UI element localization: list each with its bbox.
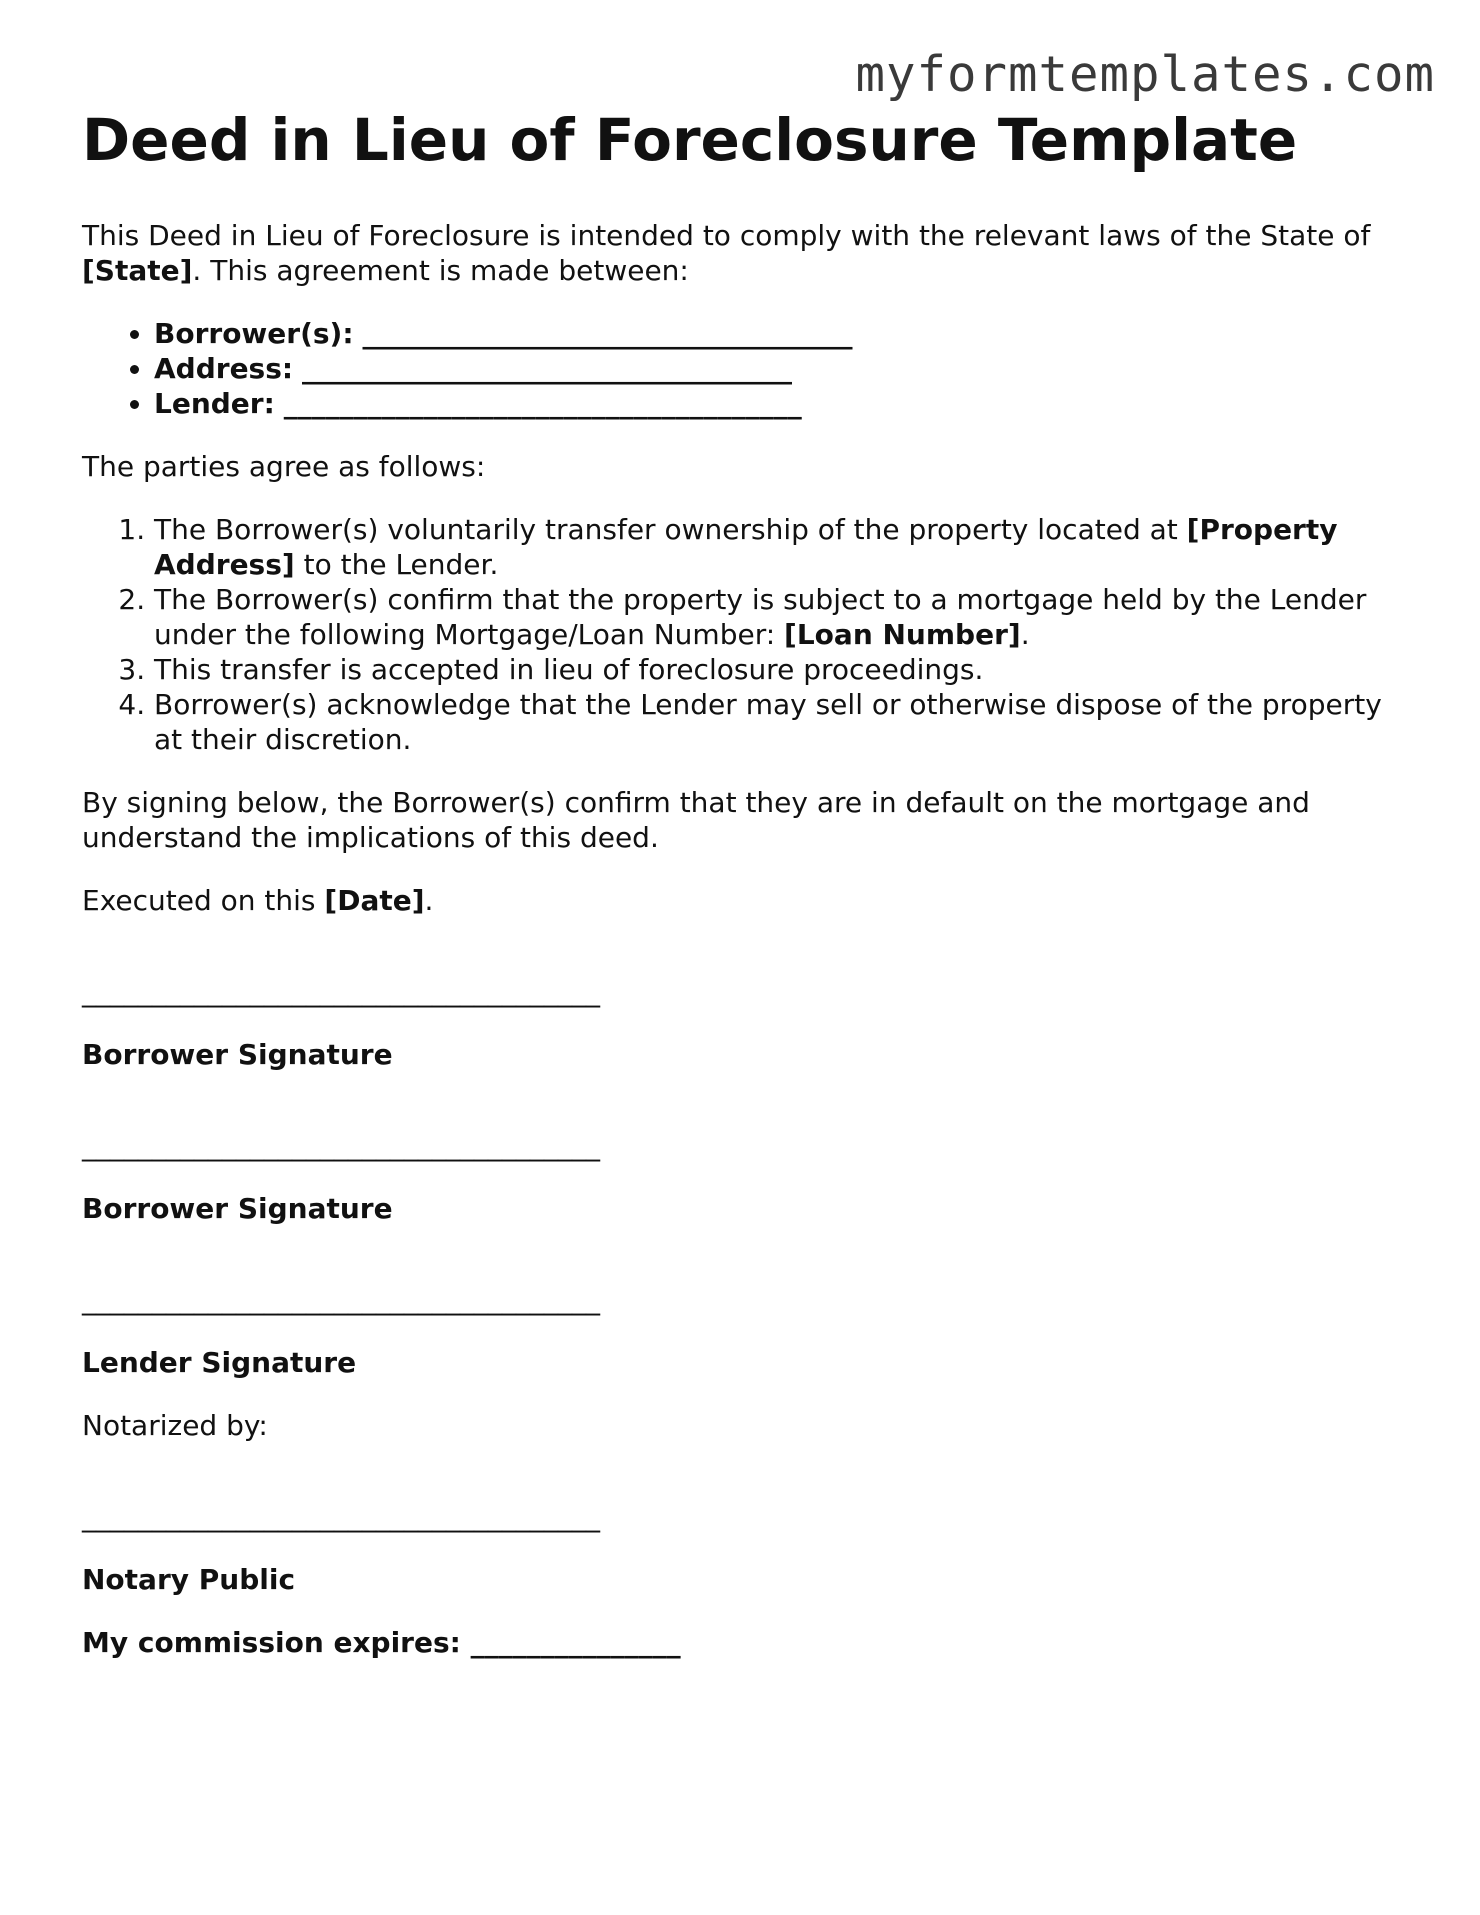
notarized-by: Notarized by: xyxy=(82,1408,268,1442)
party-item-lender xyxy=(154,386,1412,421)
term-text: The Borrower(s) confirm that the property is subject to a mortgage held by the Lender under the following Mortgage/Loan Number: xyxy=(154,582,1367,651)
loan-number-placeholder: [Loan Number] xyxy=(784,617,1021,651)
party-label: Lender: xyxy=(154,386,275,420)
document-title: Deed in Lieu of Foreclosure Template xyxy=(82,106,1298,174)
term-item xyxy=(154,687,1412,757)
state-placeholder: [State] xyxy=(82,253,193,287)
default-statement: By signing below, the Borrower(s) confirm that they are in default on the mortgage and understand the implications of this deed. xyxy=(82,785,1310,854)
lender-signature-line[interactable]: _____________________________________ xyxy=(82,1282,600,1316)
party-item-address xyxy=(154,351,1412,386)
notary-public-label: Notary Public xyxy=(82,1562,296,1596)
party-item-borrowers xyxy=(154,316,1412,351)
commission-blank[interactable]: _______________ xyxy=(470,1625,681,1659)
borrower-signature-label-1: Borrower Signature xyxy=(82,1037,393,1071)
terms-list xyxy=(82,512,1412,757)
executed-line xyxy=(82,883,1412,918)
commission-expires xyxy=(82,1625,1412,1660)
term-item xyxy=(154,652,1412,687)
lender-signature-label: Lender Signature xyxy=(82,1345,357,1379)
borrower-signature-line-2[interactable]: _____________________________________ xyxy=(82,1128,600,1162)
term-item xyxy=(154,582,1412,652)
borrower-signature-line-1[interactable]: _____________________________________ xyxy=(82,974,600,1008)
term-item xyxy=(154,512,1412,582)
agree-intro: The parties agree as follows: xyxy=(82,449,486,483)
watermark: myformtemplates.com xyxy=(855,46,1435,103)
term-text: This transfer is accepted in lieu of foreclosure proceedings. xyxy=(154,652,984,686)
term-text: The Borrower(s) voluntarily transfer ownership of the property located at xyxy=(154,512,1187,546)
borrower-signature-label-2: Borrower Signature xyxy=(82,1191,393,1225)
party-label: Borrower(s): xyxy=(154,316,354,350)
date-placeholder: [Date] xyxy=(324,883,425,917)
document-page xyxy=(82,106,1412,1688)
executed-text-end: . xyxy=(424,883,434,917)
intro-text-end: . This agreement is made between: xyxy=(192,253,689,287)
intro-text: This Deed in Lieu of Foreclosure is intended to comply with the relevant laws of the State of xyxy=(82,218,1371,252)
term-text: Borrower(s) acknowledge that the Lender may sell or otherwise dispose of the property at their discretion. xyxy=(154,687,1382,756)
term-text-end: to the Lender. xyxy=(294,547,499,581)
address-blank[interactable]: ___________________________________ xyxy=(302,351,792,385)
parties-list xyxy=(82,316,1412,421)
notary-signature-line[interactable]: _____________________________________ xyxy=(82,1499,600,1533)
property-address-placeholder: [Property Address] xyxy=(154,512,1338,581)
executed-text: Executed on this xyxy=(82,883,325,917)
intro-paragraph xyxy=(82,218,1412,288)
lender-blank[interactable]: _____________________________________ xyxy=(283,386,802,420)
term-text-end: . xyxy=(1020,617,1030,651)
commission-label: My commission expires: xyxy=(82,1625,461,1659)
borrowers-blank[interactable]: ___________________________________ xyxy=(362,316,853,350)
party-label: Address: xyxy=(154,351,294,385)
